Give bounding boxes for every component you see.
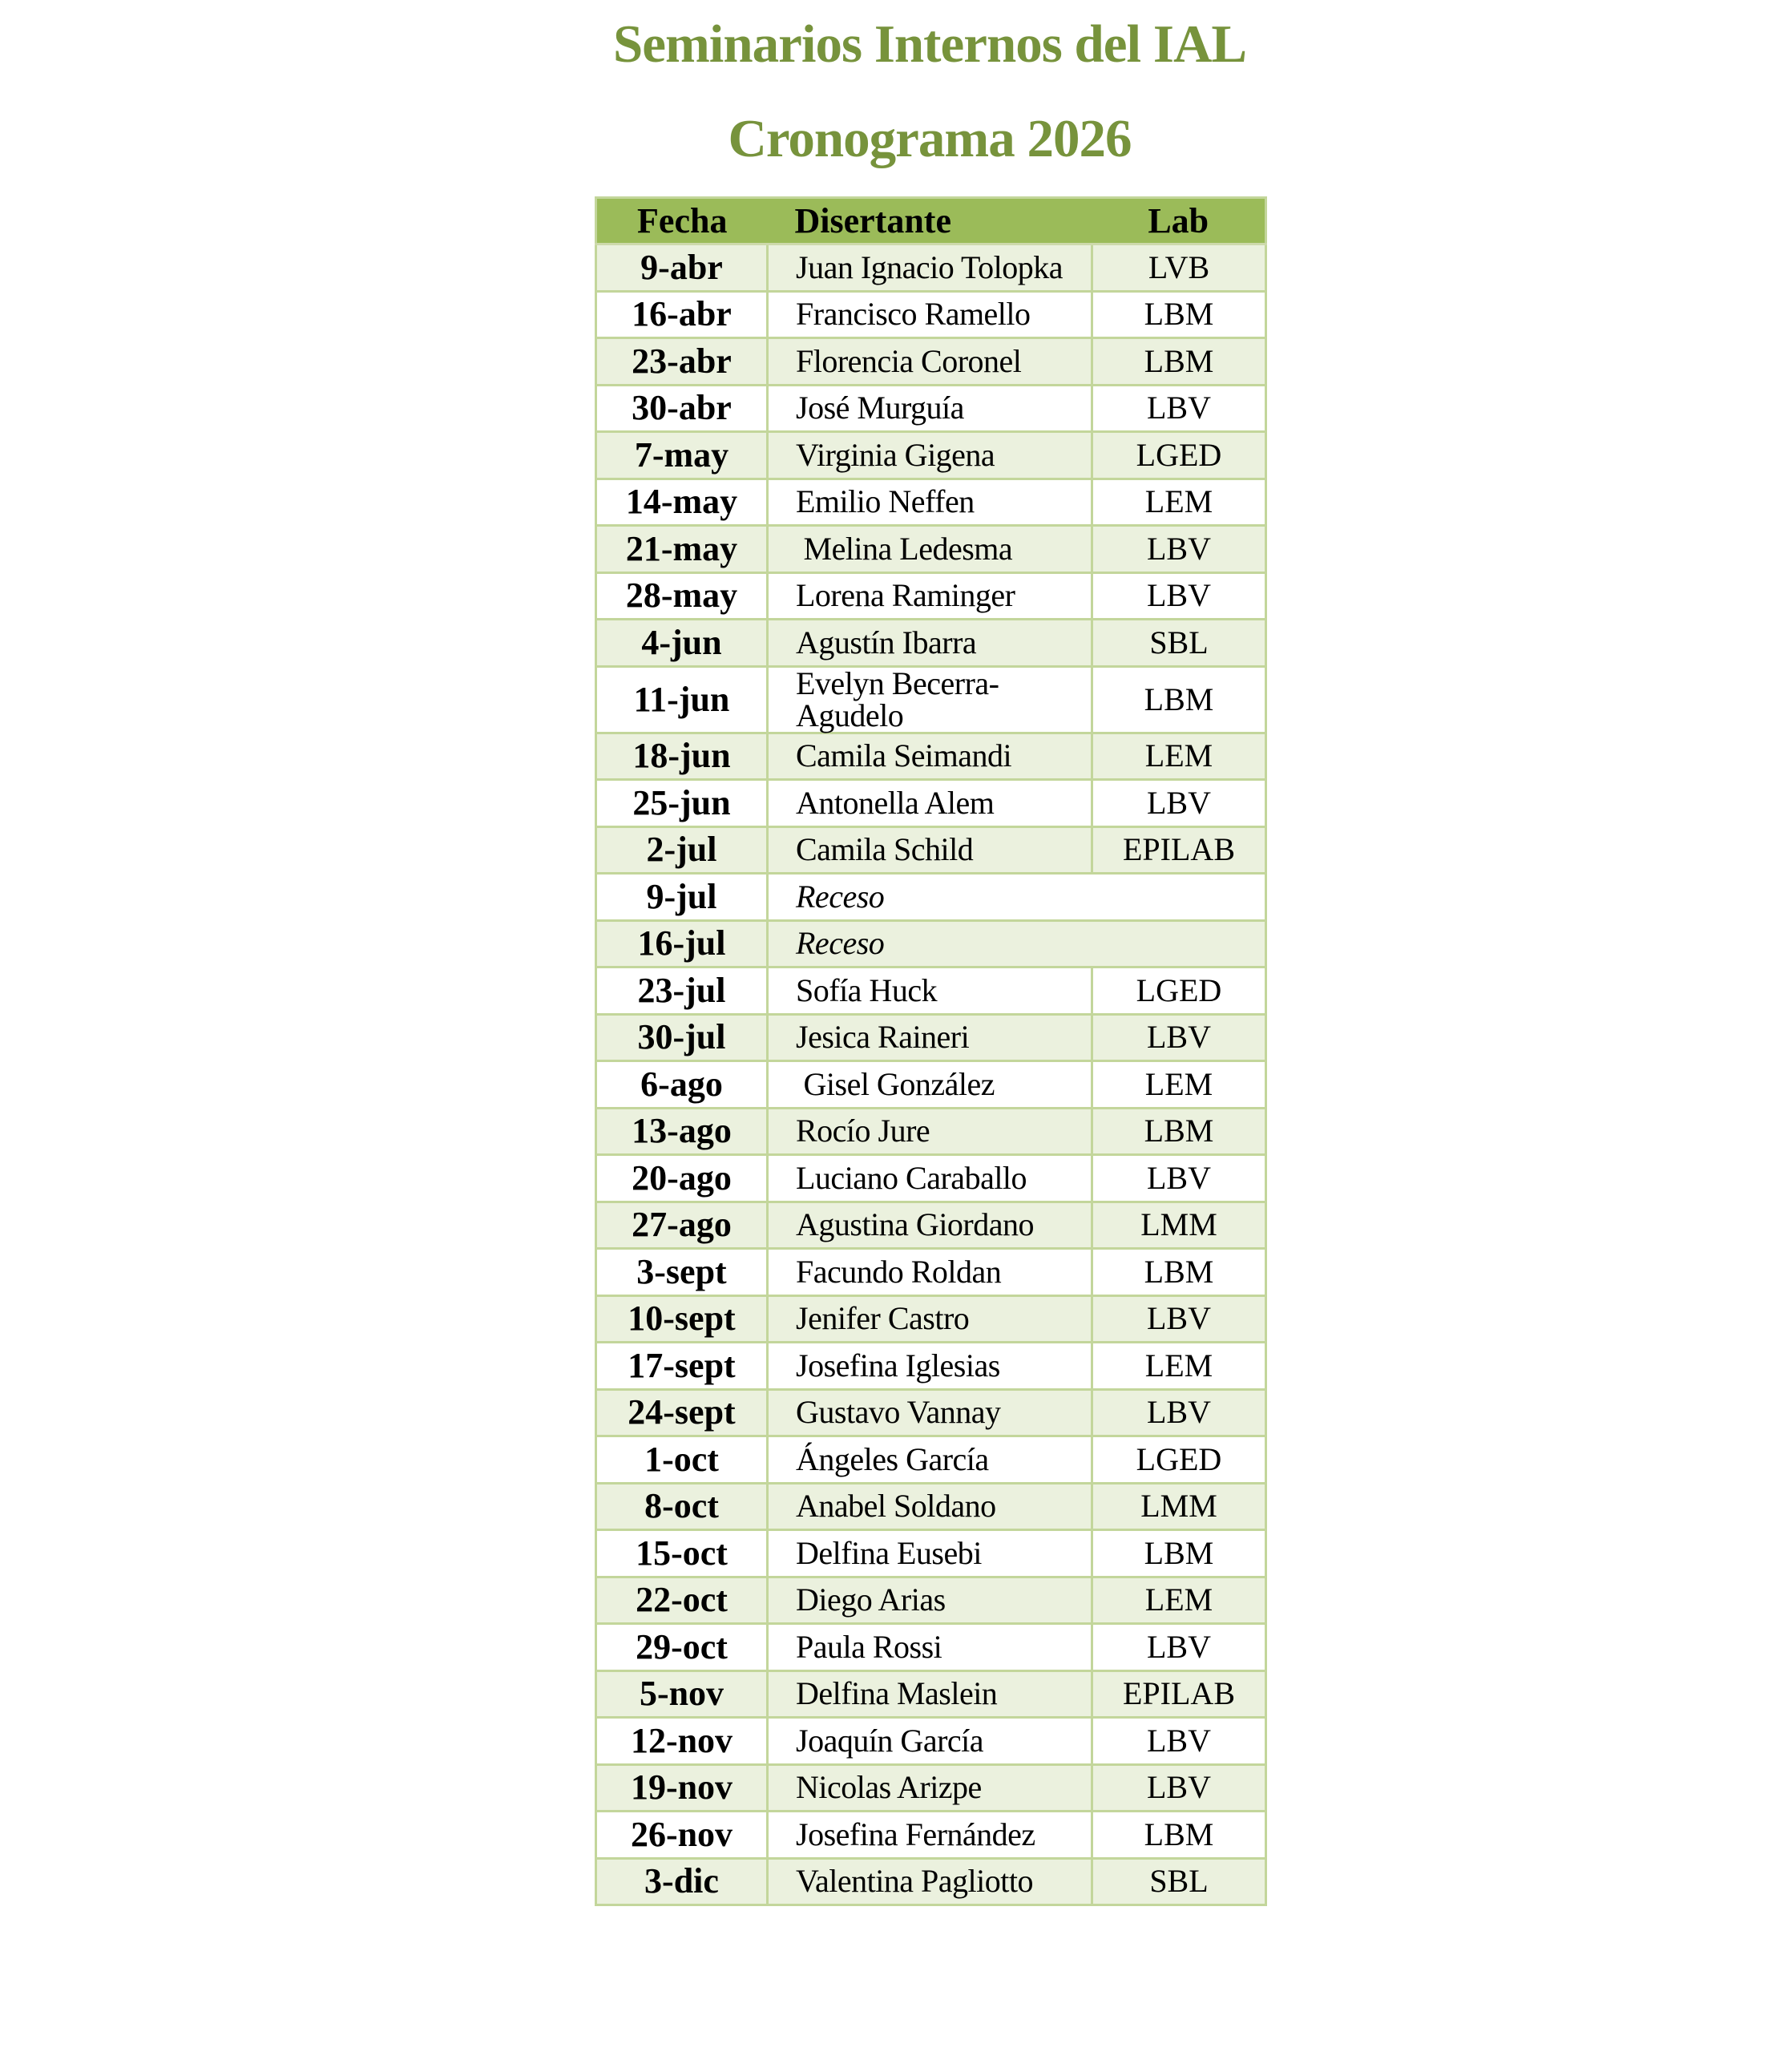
- disertante-cell: Lorena Raminger: [768, 572, 1092, 620]
- disertante-cell: Rocío Jure: [768, 1108, 1092, 1155]
- disertante-cell: Sofía Huck: [768, 967, 1092, 1015]
- fecha-cell: 23-abr: [596, 338, 768, 386]
- table-row: [596, 1343, 1266, 1390]
- disertante-cell: Camila Schild: [768, 826, 1092, 874]
- fecha-cell: 17-sept: [596, 1343, 768, 1390]
- disertante-cell: Francisco Ramello: [768, 291, 1092, 338]
- disertante-cell: Gisel González: [768, 1061, 1092, 1109]
- fecha-cell: 5-nov: [596, 1670, 768, 1718]
- table-row: [596, 1530, 1266, 1577]
- disertante-cell: Diego Arias: [768, 1577, 1092, 1624]
- lab-cell: SBL: [1092, 1858, 1266, 1905]
- fecha-cell: 27-ago: [596, 1202, 768, 1249]
- table-row: [596, 1624, 1266, 1671]
- fecha-cell: 20-ago: [596, 1155, 768, 1202]
- lab-cell: LBV: [1092, 1155, 1266, 1202]
- lab-cell: LGED: [1092, 432, 1266, 479]
- disertante-cell: Evelyn Becerra-Agudelo: [768, 666, 1092, 733]
- lab-cell: LEM: [1092, 1343, 1266, 1390]
- lab-cell: EPILAB: [1092, 826, 1266, 874]
- fecha-cell: 24-sept: [596, 1389, 768, 1436]
- lab-cell: LEM: [1092, 1577, 1266, 1624]
- seminar-schedule-table: [595, 196, 1267, 1906]
- table-row: [596, 1858, 1266, 1905]
- fecha-cell: 7-may: [596, 432, 768, 479]
- table-row: [596, 666, 1266, 733]
- disertante-cell: Luciano Caraballo: [768, 1155, 1092, 1202]
- table-row: [596, 1577, 1266, 1624]
- fecha-cell: 18-jun: [596, 733, 768, 780]
- fecha-cell: 9-jul: [596, 874, 768, 921]
- fecha-cell: 28-may: [596, 572, 768, 620]
- table-row: [596, 291, 1266, 338]
- lab-cell: LBV: [1092, 780, 1266, 827]
- page-title: Seminarios Internos del IAL: [612, 14, 1247, 74]
- table-row: [596, 1155, 1266, 1202]
- disertante-cell: Antonella Alem: [768, 780, 1092, 827]
- fecha-cell: 30-jul: [596, 1014, 768, 1061]
- fecha-cell: 21-may: [596, 526, 768, 573]
- lab-cell: LBM: [1092, 338, 1266, 386]
- disertante-cell: Agustín Ibarra: [768, 620, 1092, 667]
- table-row: [596, 1389, 1266, 1436]
- lab-cell: LBM: [1092, 1530, 1266, 1577]
- lab-cell: LBV: [1092, 1718, 1266, 1765]
- table-row: [596, 1202, 1266, 1249]
- fecha-cell: 4-jun: [596, 620, 768, 667]
- disertante-cell: Ángeles García: [768, 1436, 1092, 1484]
- table-row: [596, 733, 1266, 780]
- disertante-cell: Joaquín García: [768, 1718, 1092, 1765]
- lab-cell: LGED: [1092, 1436, 1266, 1484]
- disertante-cell: Facundo Roldan: [768, 1249, 1092, 1296]
- fecha-cell: 19-nov: [596, 1764, 768, 1812]
- lab-cell: LBM: [1092, 1812, 1266, 1859]
- disertante-cell: Anabel Soldano: [768, 1483, 1092, 1530]
- disertante-cell: Delfina Eusebi: [768, 1530, 1092, 1577]
- disertante-cell: Virginia Gigena: [768, 432, 1092, 479]
- table-row: [596, 1436, 1266, 1484]
- table-row: [596, 874, 1266, 921]
- disertante-cell: Delfina Maslein: [768, 1670, 1092, 1718]
- disertante-cell: Juan Ignacio Tolopka: [768, 244, 1092, 292]
- fecha-cell: 9-abr: [596, 244, 768, 292]
- lab-cell: LMM: [1092, 1202, 1266, 1249]
- table-row: [596, 1014, 1266, 1061]
- lab-cell: LBM: [1092, 291, 1266, 338]
- table-row: [596, 1670, 1266, 1718]
- table-row: [596, 1764, 1266, 1812]
- lab-cell: LMM: [1092, 1483, 1266, 1530]
- lab-cell: LBV: [1092, 1624, 1266, 1671]
- disertante-cell: Gustavo Vannay: [768, 1389, 1092, 1436]
- fecha-cell: 13-ago: [596, 1108, 768, 1155]
- lab-cell: LEM: [1092, 479, 1266, 526]
- fecha-cell: 3-dic: [596, 1858, 768, 1905]
- column-header-fecha: Fecha: [596, 198, 768, 244]
- fecha-cell: 25-jun: [596, 780, 768, 827]
- disertante-cell: Josefina Iglesias: [768, 1343, 1092, 1390]
- disertante-cell: Jesica Raineri: [768, 1014, 1092, 1061]
- table-row: [596, 780, 1266, 827]
- table-row: [596, 1812, 1266, 1859]
- table-row: [596, 620, 1266, 667]
- lab-cell: LBV: [1092, 1014, 1266, 1061]
- header-row: [596, 198, 1266, 244]
- receso-cell: Receso: [768, 874, 1266, 921]
- table-row: [596, 1061, 1266, 1109]
- table-row: [596, 920, 1266, 967]
- lab-cell: LBM: [1092, 666, 1266, 733]
- fecha-cell: 23-jul: [596, 967, 768, 1015]
- lab-cell: LBM: [1092, 1249, 1266, 1296]
- table-row: [596, 526, 1266, 573]
- table-row: [596, 1249, 1266, 1296]
- table-row: [596, 1483, 1266, 1530]
- disertante-cell: Melina Ledesma: [768, 526, 1092, 573]
- disertante-cell: Florencia Coronel: [768, 338, 1092, 386]
- table-row: [596, 385, 1266, 432]
- fecha-cell: 1-oct: [596, 1436, 768, 1484]
- table-row: [596, 1295, 1266, 1343]
- fecha-cell: 26-nov: [596, 1812, 768, 1859]
- fecha-cell: 11-jun: [596, 666, 768, 733]
- lab-cell: LVB: [1092, 244, 1266, 292]
- fecha-cell: 15-oct: [596, 1530, 768, 1577]
- fecha-cell: 10-sept: [596, 1295, 768, 1343]
- lab-cell: LBV: [1092, 572, 1266, 620]
- receso-cell: Receso: [768, 920, 1266, 967]
- lab-cell: LBV: [1092, 526, 1266, 573]
- fecha-cell: 22-oct: [596, 1577, 768, 1624]
- disertante-cell: José Murguía: [768, 385, 1092, 432]
- table-row: [596, 1108, 1266, 1155]
- fecha-cell: 12-nov: [596, 1718, 768, 1765]
- lab-cell: LBV: [1092, 1295, 1266, 1343]
- fecha-cell: 16-abr: [596, 291, 768, 338]
- disertante-cell: Agustina Giordano: [768, 1202, 1092, 1249]
- fecha-cell: 8-oct: [596, 1483, 768, 1530]
- lab-cell: SBL: [1092, 620, 1266, 667]
- column-header-disertante: Disertante: [768, 198, 1092, 244]
- table-row: [596, 1718, 1266, 1765]
- table-row: [596, 967, 1266, 1015]
- table-row: [596, 338, 1266, 386]
- fecha-cell: 14-may: [596, 479, 768, 526]
- lab-cell: LGED: [1092, 967, 1266, 1015]
- page-subtitle: Cronograma 2026: [728, 109, 1132, 168]
- fecha-cell: 16-jul: [596, 920, 768, 967]
- lab-cell: LBV: [1092, 385, 1266, 432]
- table-row: [596, 244, 1266, 292]
- lab-cell: EPILAB: [1092, 1670, 1266, 1718]
- disertante-cell: Valentina Pagliotto: [768, 1858, 1092, 1905]
- table-row: [596, 479, 1266, 526]
- disertante-cell: Camila Seimandi: [768, 733, 1092, 780]
- fecha-cell: 30-abr: [596, 385, 768, 432]
- lab-cell: LEM: [1092, 1061, 1266, 1109]
- table-row: [596, 572, 1266, 620]
- table-row: [596, 432, 1266, 479]
- disertante-cell: Paula Rossi: [768, 1624, 1092, 1671]
- fecha-cell: 3-sept: [596, 1249, 768, 1296]
- disertante-cell: Nicolas Arizpe: [768, 1764, 1092, 1812]
- disertante-cell: Jenifer Castro: [768, 1295, 1092, 1343]
- fecha-cell: 6-ago: [596, 1061, 768, 1109]
- fecha-cell: 29-oct: [596, 1624, 768, 1671]
- lab-cell: LBV: [1092, 1389, 1266, 1436]
- schedule-body: [596, 244, 1266, 1905]
- column-header-lab: Lab: [1092, 198, 1266, 244]
- disertante-cell: Emilio Neffen: [768, 479, 1092, 526]
- lab-cell: LEM: [1092, 733, 1266, 780]
- disertante-cell: Josefina Fernández: [768, 1812, 1092, 1859]
- fecha-cell: 2-jul: [596, 826, 768, 874]
- lab-cell: LBV: [1092, 1764, 1266, 1812]
- lab-cell: LBM: [1092, 1108, 1266, 1155]
- table-row: [596, 826, 1266, 874]
